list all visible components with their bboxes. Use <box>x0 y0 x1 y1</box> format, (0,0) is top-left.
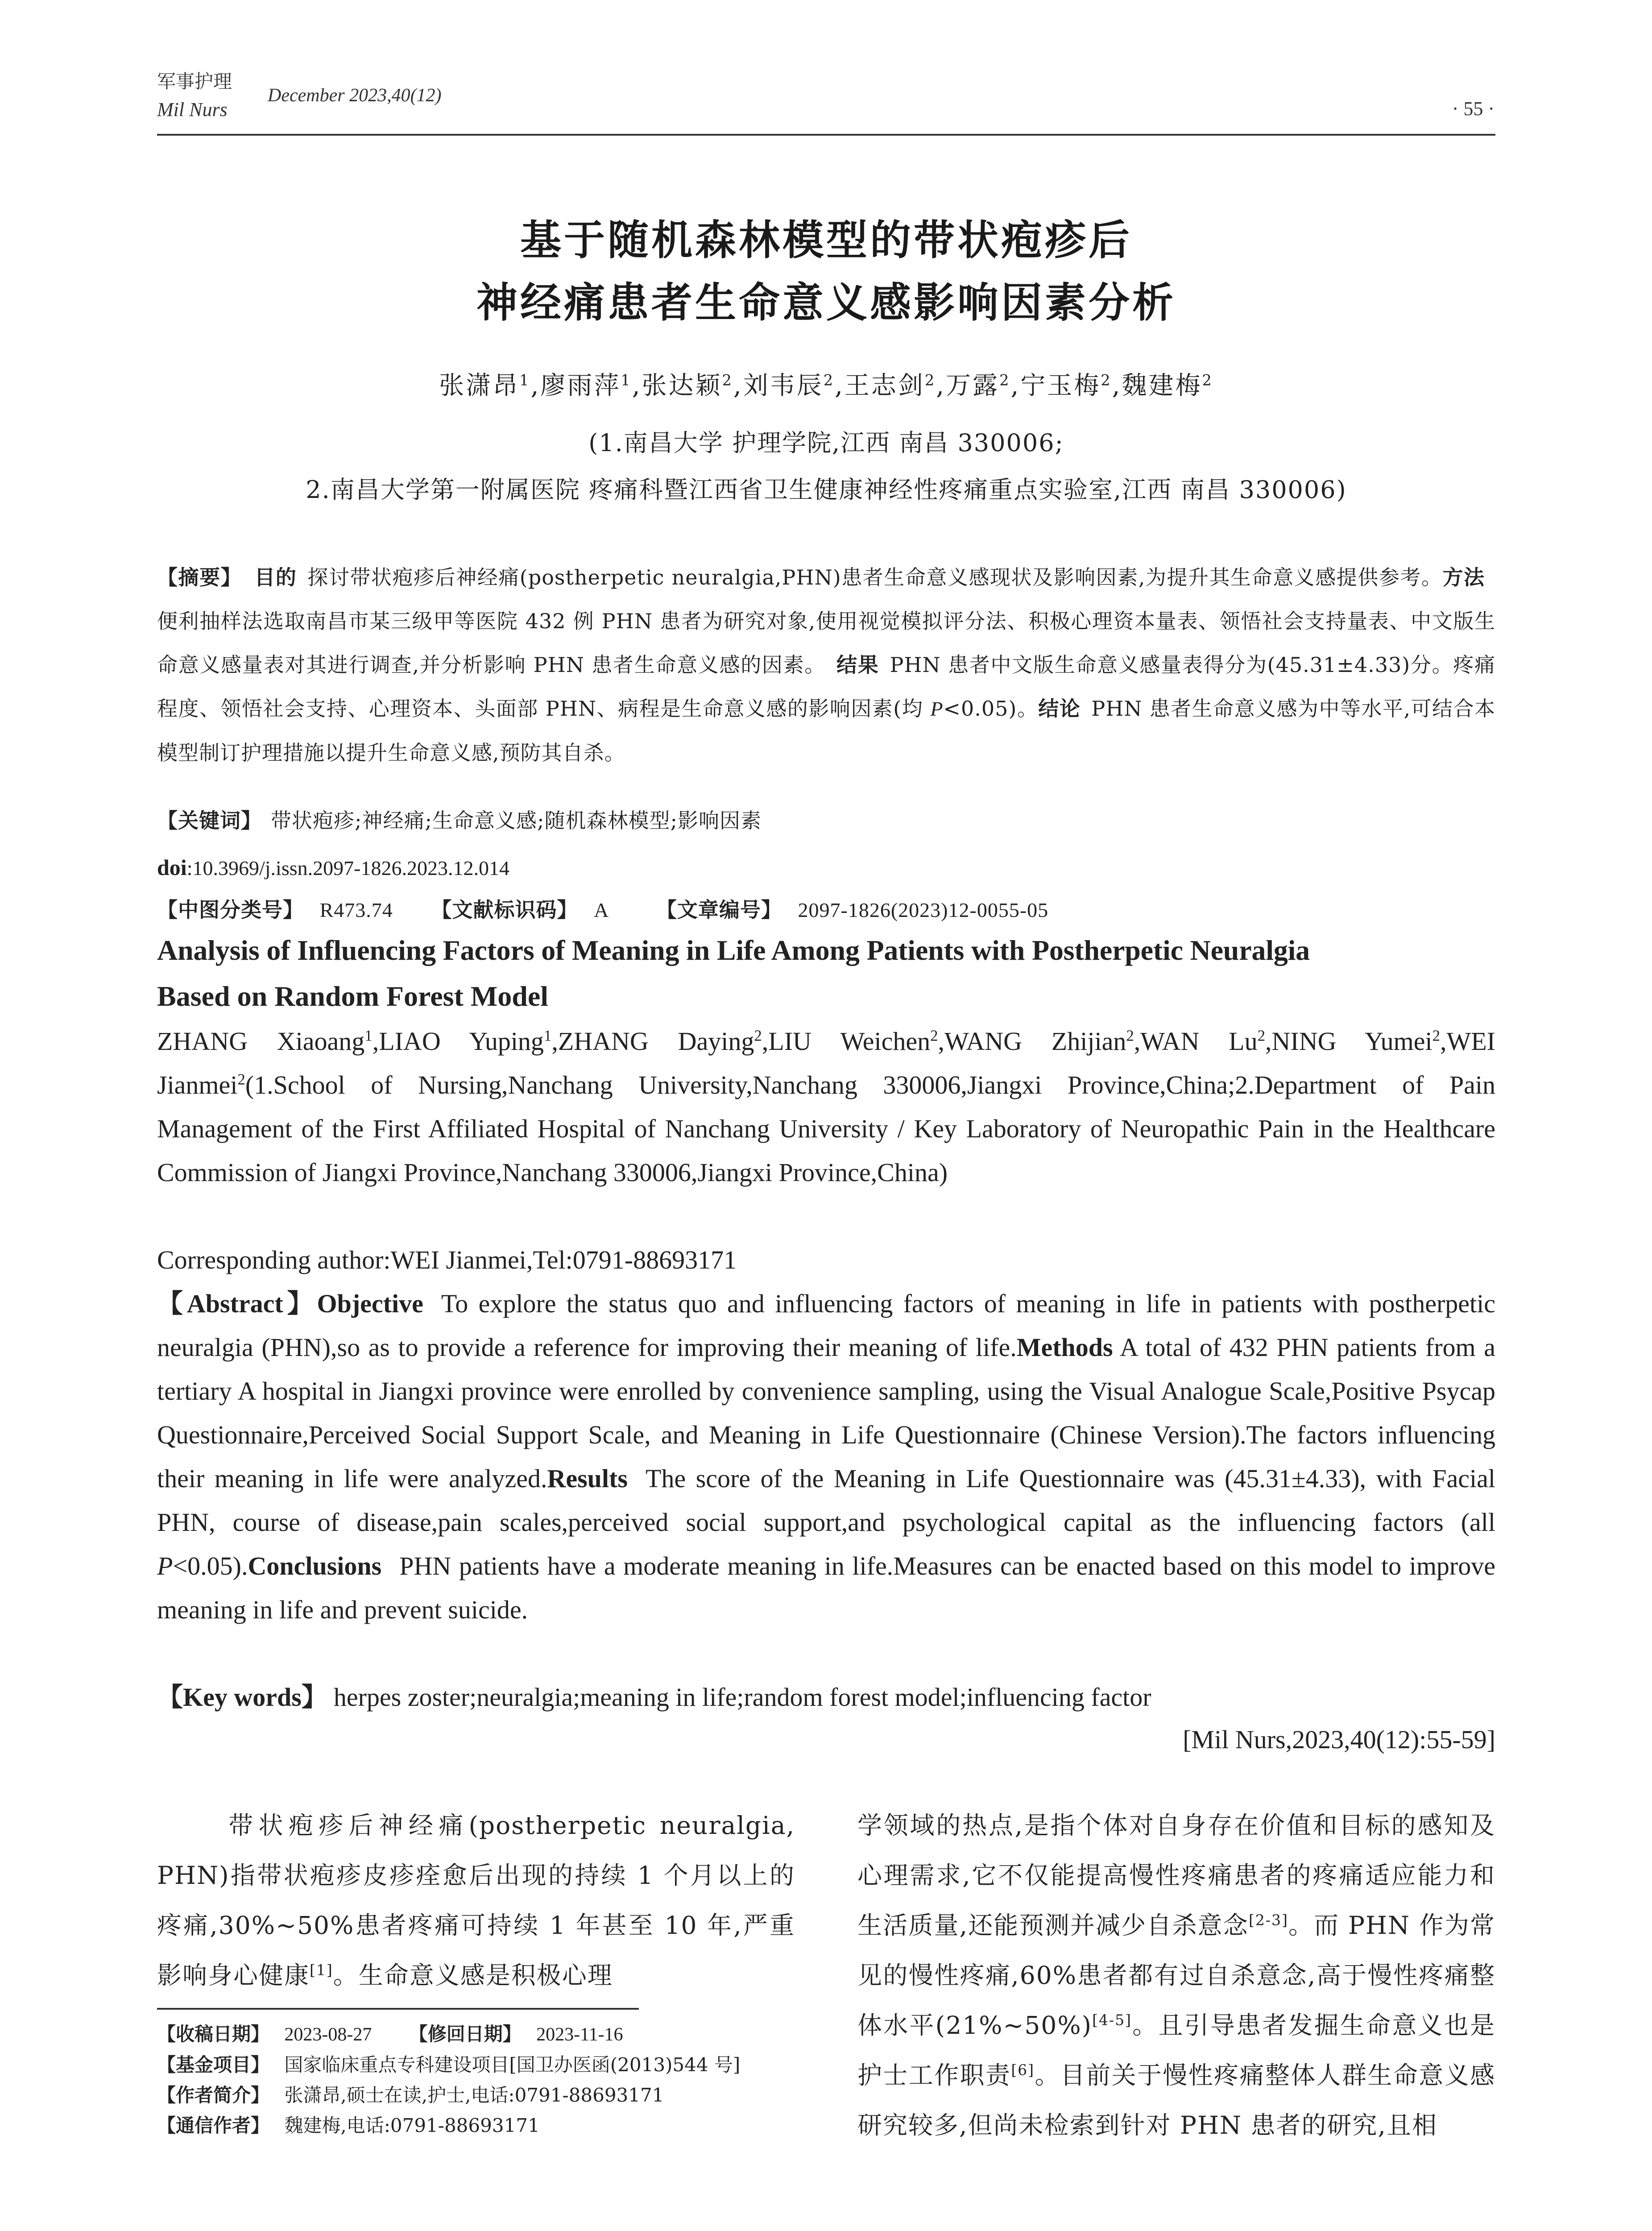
author-cn: 刘韦辰 <box>743 371 824 400</box>
author-en: WANG Zhijian <box>944 1027 1126 1056</box>
affiliation-cn-1: (1.南昌大学 护理学院,江西 南昌 330006; <box>588 429 1064 457</box>
abstract-en-result-tail: <0.05). <box>173 1551 248 1580</box>
keywords-cn-text: 带状疱疹;神经痛;生命意义感;随机森林模型;影响因素 <box>271 809 762 833</box>
body-right-column <box>857 1800 1495 2202</box>
doc-code-label: 【文献标识码】 <box>431 898 578 922</box>
author-en: LIU Weichen <box>768 1027 931 1056</box>
author-cn: 廖雨萍 <box>540 371 621 400</box>
authors-en-line1: ZHANG Xiaoang$^1$,LIAO Yuping$^1$,ZHANG Daying$^2$,LIU Weichen$^2$,WANG Zhijian$^2$,WAN Lu$^2$,NING <box>157 1027 1337 1056</box>
abstract-en <box>157 1282 1495 1632</box>
authors-cn: 张潇昂$^1$,廖雨萍$^1$,张达颖$^2$,刘韦辰$^2$,王志剑$^2$,万露$^2$,宁玉梅$^2$,魏建梅$^2$ <box>439 371 1213 400</box>
affiliation-cn-2: 2.南昌大学第一附属医院 疼痛科暨江西省卫生健康神经性疼痛重点实验室,江西 南昌 330006) <box>306 476 1347 504</box>
author-cn-aff: 2 <box>722 371 733 389</box>
abstract-cn-result: PHN 患者中文版生命意义感量表得分为(45.31±4.33)分。疼痛程度、领悟社会支持、心理资本、头面部 PHN、病程是生命意义感的影响因素(均 <box>157 653 1496 721</box>
keywords-cn <box>157 799 1495 842</box>
revised-label: 【修回日期】 <box>409 2023 522 2045</box>
abstract-en-p-symbol: P <box>157 1551 173 1580</box>
author-en-aff: 2 <box>754 1027 762 1045</box>
author-cn: 王志剑 <box>844 371 925 400</box>
corresponding-value: 魏建梅,电话:0791-88693171 <box>284 2115 540 2136</box>
ref-4-5[interactable]: [4-5] <box>1092 2011 1132 2029</box>
abstract-cn <box>157 556 1495 775</box>
footnote-corresponding <box>157 2111 795 2141</box>
article-no-value: 2097-1826(2023)12-0055-05 <box>798 899 1049 921</box>
keywords-en <box>157 1675 1495 1719</box>
abstract-cn-objective-label: 目的 <box>254 565 297 589</box>
keywords-en-text: herpes zoster;neuralgia;meaning in life;random forest model;influencing factor <box>333 1683 1151 1712</box>
fund-value: 国家临床重点专科建设项目[国卫办医函(2013)544 号] <box>284 2054 741 2076</box>
title-en-line2: Based on Random Forest Model <box>157 980 549 1012</box>
abstract-en-tag: 【Abstract】 <box>157 1289 317 1318</box>
title-cn-line2: 神经痛患者生命意义感影响因素分析 <box>476 279 1176 327</box>
author-en-aff: 2 <box>1257 1027 1265 1045</box>
author-cn: 万露 <box>946 371 1000 400</box>
body-left-text-2: 。生命意义感是积极心理 <box>333 1961 613 1990</box>
abstract-cn-result-tail: <0.05)。 <box>943 697 1039 721</box>
author-cn: 张达颖 <box>642 371 722 400</box>
author-cn-aff: 2 <box>1101 371 1112 389</box>
abstract-cn-result-label: 结果 <box>836 653 879 677</box>
citation: [Mil Nurs,2023,40(12):55-59] <box>1183 1725 1495 1754</box>
body-right-text-2: 。而 PHN 作为常见的慢性疼痛,60%患者都有过自杀意念,高于慢性疼痛整体水平(21%~50%) <box>857 1911 1495 2040</box>
footnote-dates <box>157 2019 795 2050</box>
journal-name-en: Mil Nurs <box>157 99 228 120</box>
author-cn: 宁玉梅 <box>1020 371 1101 400</box>
author-en: WAN Lu <box>1140 1027 1258 1056</box>
title-cn-line1: 基于随机森林模型的带状疱疹后 <box>520 216 1132 264</box>
author-cn-aff: 2 <box>999 371 1011 389</box>
author-cn-aff: 2 <box>823 371 835 389</box>
title-en-line1: Analysis of Influencing Factors of Meaning in Life Among Patients with Postherpetic Neuralgia <box>157 934 1310 966</box>
fund-label: 【基金项目】 <box>157 2054 270 2076</box>
author-cn-aff: 2 <box>924 371 936 389</box>
author-bio-label: 【作者简介】 <box>157 2084 270 2106</box>
body-right-text-3: 。且引导患者发掘生命意义也是护士工作职责 <box>857 2011 1495 2090</box>
abstract-en-conclusion: PHN patients have a moderate meaning in life.Measures can be enacted based on this model to improve meaning in life and prevent suicide. <box>157 1551 1495 1624</box>
abstract-cn-conclusion-label: 结论 <box>1038 697 1081 721</box>
author-bio-value: 张潇昂,硕士在读,护士,电话:0791-88693171 <box>284 2084 664 2106</box>
received-date: 2023-08-27 <box>284 2024 372 2045</box>
author-en-aff: 2 <box>930 1027 938 1045</box>
abstract-cn-conclusion: PHN 患者生命意义感为中等水平,可结合本模型制订护理措施以提升生命意义感,预防其自杀。 <box>157 697 1496 765</box>
abstract-en-objective: To explore the status quo and influencing factors of meaning in life in patients with postherpetic neuralgia (PHN),so as to provide a reference for improving their meaning of life. <box>157 1289 1495 1362</box>
authors-en: ZHANG Xiaoang$^1$,LIAO Yuping$^1$,ZHANG Daying$^2$,LIU Weichen$^2$,WANG Zhijian$^2$,WAN Lu$^2$,NING Yumei$^2$,WEI Jianmei$^2$(1.School of Nursing,Nanchang University,Nanchang 330006,Jiangxi Province,China;2.Department of Pain Management of the First Affiliated Hospital of Nanchang University / Key Laboratory of Neuropathic Pain in the Healthcare Commission of Jiangxi Province,Nanchang 330006,Jiangxi Province,China) <box>157 1027 1495 1187</box>
body-left-column <box>157 1800 795 2001</box>
body-left-text: 带状疱疹后神经痛(postherpetic neuralgia, PHN)指带状疱疹皮疹痊愈后出现的持续 1 个月以上的疼痛,30%~50%患者疼痛可持续 1 年甚至 10 年,严重影响身心健康 <box>157 1811 795 1990</box>
page-number: · 55 · <box>1452 98 1495 120</box>
affiliation-en: (1.School of Nursing,Nanchang University,Nanchang 330006,Jiangxi Province,China;2.Department of Pain Management of the First Affiliated Hospital of Nanchang University / Key Laboratory of Neuropathic Pain in the Healthcare Commission of Jiangxi Province,Nanchang 330006,Jiangxi Province,China) <box>157 1070 1495 1187</box>
header-rule <box>157 134 1495 136</box>
body-right-text: 学领域的热点,是指个体对自身存在价值和目标的感知及心理需求,它不仅能提高慢性疼痛患者的疼痛适应能力和生活质量,还能预测并减少自杀意念 <box>857 1811 1495 1940</box>
abstract-en-conclusion-label: Conclusions <box>248 1551 382 1580</box>
abstract-en-method: A total of 432 PHN patients from a tertiary A hospital in Jiangxi province were enrolled by convenience sampling, using the Visual Analogue Scale,Positive Psycap Questionnaire,Perceived Social Support Scale, and Meaning in Life Questionnaire (Chinese Version).The factors influencing their meaning in life were analyzed. <box>157 1333 1495 1493</box>
author-cn-aff: 1 <box>621 371 632 389</box>
author-en-aff: 2 <box>1126 1027 1134 1045</box>
abstract-en-result: The score of the Meaning in Life Questionnaire was (45.31±4.33), with Facial PHN, course of disease,pain scales,perceived social support,and psychological capital as the influencing factors (all <box>157 1464 1495 1537</box>
abstract-cn-method-label: 方法 <box>1442 565 1485 589</box>
doi-value: :10.3969/j.issn.2097-1826.2023.12.014 <box>186 857 509 879</box>
ref-6[interactable]: [6] <box>1011 2061 1035 2079</box>
ref-1[interactable]: [1] <box>310 1961 333 1979</box>
doi-line <box>157 846 1495 890</box>
corresponding-author: Corresponding author:WEI Jianmei,Tel:0791-88693171 <box>157 1245 737 1274</box>
clc-value: R473.74 <box>319 899 393 921</box>
abstract-cn-tag: 【摘要】 <box>157 565 242 589</box>
author-en-aff: 1 <box>364 1027 373 1045</box>
abstract-cn-p-symbol: P <box>930 697 944 720</box>
author-en: NING <box>1271 1027 1337 1056</box>
footnote-author <box>157 2080 795 2111</box>
author-en: ZHANG Daying <box>558 1027 754 1056</box>
abstract-cn-method: 便利抽样法选取南昌市某三级甲等医院 432 例 PHN 患者为研究对象,使用视觉模拟评分法、积极心理资本量表、领悟社会支持量表、中文版生命意义感量表对其进行调查,并分析影响 PHN 患者生命意义感的因素。 <box>157 609 1495 677</box>
author-cn: 魏建梅 <box>1122 371 1202 400</box>
footnotes <box>157 2019 795 2141</box>
revised-date: 2023-11-16 <box>536 2024 623 2045</box>
author-en: LIAO Yuping <box>379 1027 544 1056</box>
received-label: 【收稿日期】 <box>157 2023 270 2045</box>
author-en-aff: 1 <box>543 1027 552 1045</box>
article-no-label: 【文章编号】 <box>656 898 782 922</box>
keywords-cn-tag: 【关键词】 <box>157 809 262 833</box>
issue-date: December 2023,40(12) <box>268 85 442 106</box>
clc-label: 【中图分类号】 <box>157 898 304 922</box>
corresponding-label: 【通信作者】 <box>157 2115 270 2136</box>
footnote-fund <box>157 2050 795 2080</box>
keywords-en-tag: 【Key words】 <box>157 1683 327 1712</box>
issue-info <box>268 85 442 106</box>
doi-label: doi <box>157 855 187 880</box>
ref-2-3[interactable]: [2-3] <box>1248 1911 1288 1929</box>
author-cn-aff: 1 <box>519 371 531 389</box>
abstract-cn-objective: 探讨带状疱疹后神经痛(postherpetic neuralgia,PHN)患者生命意义感现状及影响因素,为提升其生命意义感提供参考。 <box>307 565 1443 589</box>
author-en: ZHANG Xiaoang <box>157 1027 365 1056</box>
body-right-text-4: 。目前关于慢性疼痛整体人群生命意义感研究较多,但尚未检索到针对 PHN 患者的研究,且相 <box>857 2061 1495 2140</box>
journal-name-cn: 军事护理 <box>157 70 232 92</box>
abstract-en-method-label: Methods <box>1016 1333 1113 1362</box>
abstract-en-result-label: Results <box>547 1464 628 1493</box>
author-en-yumei: Yumei <box>1365 1027 1433 1056</box>
author-en-wei: WEI Jianmei <box>157 1027 1495 1099</box>
author-cn: 张潇昂 <box>439 371 520 400</box>
footnote-rule <box>157 2008 639 2010</box>
doc-code-value: A <box>594 899 609 921</box>
abstract-en-objective-label: Objective <box>317 1289 423 1318</box>
author-cn-aff: 2 <box>1202 371 1213 389</box>
